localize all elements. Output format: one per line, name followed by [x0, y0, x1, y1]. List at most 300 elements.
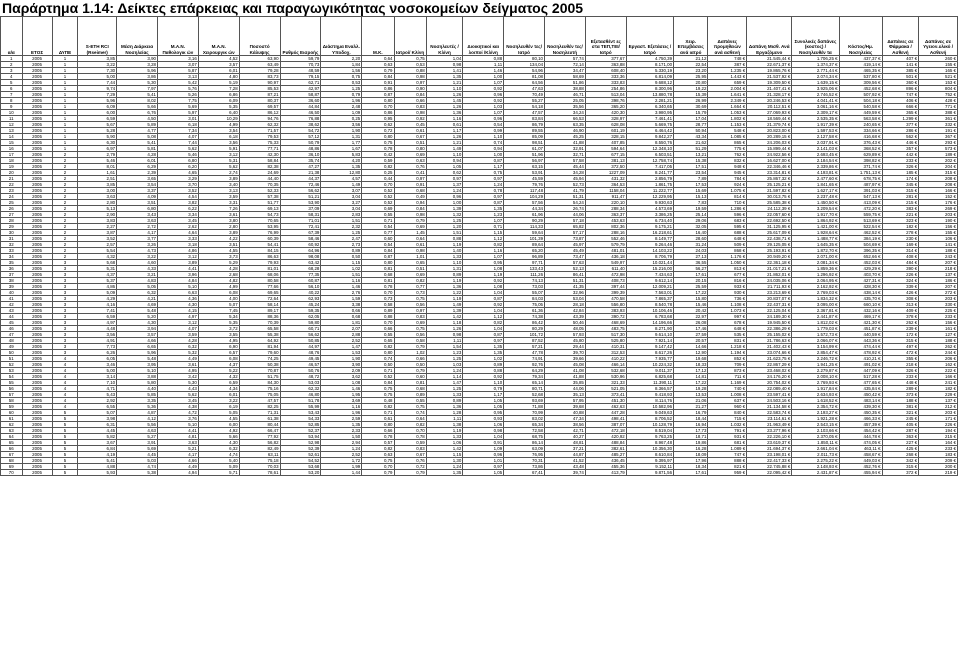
table-cell: 60	[1, 410, 23, 416]
table-cell: 4.193,81 €	[792, 170, 839, 176]
table-cell: 27,13	[674, 254, 708, 260]
table-cell: 3	[52, 278, 78, 284]
table-cell: 64,92	[239, 338, 280, 344]
table-cell: 9	[1, 104, 23, 110]
table-cell: 15,79	[674, 110, 708, 116]
table-cell: 25,59	[674, 284, 708, 290]
table-cell: 25.125,21 €	[747, 182, 792, 188]
table-cell: 5,97	[157, 110, 198, 116]
table-cell: 3,88	[117, 374, 158, 380]
table-cell: 59,64	[504, 230, 545, 236]
table-cell: 804 €	[919, 86, 958, 92]
table-cell: 0,67	[394, 452, 426, 458]
column-header: Χειρ. Επεμβάσεις ανά ιατρό	[674, 17, 708, 56]
table-cell: 56,82	[239, 440, 280, 446]
table-cell: 408 €	[882, 254, 919, 260]
table-cell: 666 €	[882, 104, 919, 110]
table-cell: 5,34	[198, 314, 239, 320]
table-cell: 54,73	[239, 212, 280, 218]
table-cell: 2.184,54 €	[792, 158, 839, 164]
table-cell: 1,19	[426, 428, 463, 434]
table-cell: 37,21	[545, 446, 586, 452]
table-cell: 3,07	[157, 62, 198, 68]
table-cell: 0,92	[394, 116, 426, 122]
table-cell: 0,52	[362, 188, 394, 194]
table-cell: 48	[1, 338, 23, 344]
table-cell: 254,86	[585, 86, 626, 92]
table-cell: 4,12	[117, 416, 158, 422]
table-cell: 5	[52, 458, 78, 464]
table-cell: 0,79	[394, 368, 426, 374]
table-cell: 1,35	[463, 350, 504, 356]
table-cell: 46,57	[280, 362, 321, 368]
table-cell: 64,56	[504, 80, 545, 86]
table-cell: 1,56	[321, 68, 362, 74]
table-cell: 383 €	[882, 206, 919, 212]
table-cell: 5,35	[198, 104, 239, 110]
table-cell: 15,38	[674, 158, 708, 164]
table-cell: 315 €	[882, 338, 919, 344]
table-cell: 396,35 €	[839, 248, 882, 254]
table-cell: 65,14	[504, 380, 545, 386]
table-cell: 12,80	[321, 170, 362, 176]
table-cell: 22.417,33 €	[747, 458, 792, 464]
table-cell: 1,17	[463, 164, 504, 170]
table-cell: 5,30	[157, 380, 198, 386]
table-cell: 384,19 €	[839, 236, 882, 242]
table-cell: 0,75	[362, 386, 394, 392]
table-cell: 3,89	[157, 260, 198, 266]
table-cell: 70	[1, 470, 23, 476]
table-cell: 1,49	[321, 182, 362, 188]
table-cell: 0,64	[394, 236, 426, 242]
table-cell: 74,25	[239, 356, 280, 362]
table-cell: 50	[1, 350, 23, 356]
column-header: Κόστος/Ημ. Νοσηλείας	[839, 17, 882, 56]
table-cell: 3,16	[157, 56, 198, 62]
table-cell: 410,22	[585, 356, 626, 362]
table-cell: 2005	[22, 218, 52, 224]
table-cell: 0,68	[394, 386, 426, 392]
table-cell: 0,91	[362, 80, 394, 86]
table-cell: 67,39	[280, 230, 321, 236]
table-cell: 7,89	[674, 176, 708, 182]
table-cell: 8.114,76	[626, 398, 673, 404]
table-cell: 21,27	[674, 404, 708, 410]
table-cell: 0,53	[394, 62, 426, 68]
table-cell: 472,98	[585, 272, 626, 278]
table-cell: 314 €	[882, 248, 919, 254]
table-cell: 1,30	[426, 458, 463, 464]
table-cell: 1,15	[321, 260, 362, 266]
table-cell: 61,96	[504, 212, 545, 218]
table-cell: 2005	[22, 56, 52, 62]
table-cell: 1,51	[426, 230, 463, 236]
table-cell: 2.370,05 €	[792, 434, 839, 440]
table-cell: 58,87	[280, 92, 321, 98]
table-cell: 1,28	[426, 410, 463, 416]
table-cell: 87,21	[239, 92, 280, 98]
table-cell: 23.597,41 €	[747, 392, 792, 398]
table-cell: 4,45	[78, 428, 117, 434]
table-cell: 0,70	[394, 428, 426, 434]
table-cell: 60,39	[239, 236, 280, 242]
table-cell: 1,35	[321, 164, 362, 170]
table-cell: 220,10	[585, 200, 626, 206]
table-cell: 77,35	[280, 272, 321, 278]
table-cell: 1,04	[463, 290, 504, 296]
table-cell: 24.503,16 €	[747, 398, 792, 404]
table-cell: 101,72	[504, 332, 545, 338]
table-cell: 12.009,21	[626, 284, 673, 290]
table-cell: 2005	[22, 176, 52, 182]
table-cell: 2,20	[321, 56, 362, 62]
table-cell: 3,65	[117, 176, 158, 182]
table-cell: 4	[52, 380, 78, 386]
table-cell: 8.149,77	[626, 236, 673, 242]
table-cell: 7.461,41	[626, 116, 673, 122]
table-cell: 23.468,02 €	[747, 368, 792, 374]
table-cell: 207 €	[919, 284, 958, 290]
table-cell: 71,57	[239, 128, 280, 134]
table-cell: 41	[1, 296, 23, 302]
table-cell: 1,19	[463, 272, 504, 278]
table-cell: 2.162,92 €	[792, 284, 839, 290]
table-cell: 5,43	[78, 392, 117, 398]
table-cell: 62,32	[280, 386, 321, 392]
table-cell: 80,29	[504, 326, 545, 332]
table-cell: 2	[52, 254, 78, 260]
table-cell: 0,67	[394, 134, 426, 140]
table-cell: 802,36	[585, 224, 626, 230]
table-cell: 1,05	[463, 398, 504, 404]
table-cell: 0,66	[394, 98, 426, 104]
table-cell: 8.967,48	[626, 440, 673, 446]
table-cell: 2.064,95 €	[792, 278, 839, 284]
table-cell: 0,63	[394, 158, 426, 164]
table-cell: 8.519,04	[626, 428, 673, 434]
table-cell: 26,99	[674, 98, 708, 104]
table-cell: 2.309,17 €	[792, 110, 839, 116]
table-cell: 747 €	[708, 452, 747, 458]
table-cell: 6,18	[157, 122, 198, 128]
table-cell: 5,00	[78, 368, 117, 374]
table-cell: 6.503,51	[626, 152, 673, 158]
table-cell: 2005	[22, 464, 52, 470]
table-cell: 2005	[22, 188, 52, 194]
table-cell: 38,62	[280, 122, 321, 128]
table-cell: 0,62	[426, 170, 463, 176]
table-cell: 2,83	[321, 212, 362, 218]
table-cell: 504,18 €	[839, 98, 882, 104]
table-cell: 188 €	[919, 248, 958, 254]
table-cell: 452,68 €	[839, 86, 882, 92]
table-cell: 5,09	[198, 464, 239, 470]
table-cell: 23,20	[674, 68, 708, 74]
table-cell: 50,85	[280, 338, 321, 344]
table-cell: 1,36	[426, 110, 463, 116]
table-cell: 0,82	[394, 422, 426, 428]
table-cell: 1,49	[426, 302, 463, 308]
table-cell: 4,30	[157, 302, 198, 308]
table-cell: 2.127,58 €	[792, 134, 839, 140]
table-cell: 1,39	[426, 206, 463, 212]
table-cell: 21.328,17 €	[747, 92, 792, 98]
table-cell: 458,67 €	[839, 452, 882, 458]
table-cell: 1,51	[321, 272, 362, 278]
table-cell: 1,25	[321, 230, 362, 236]
table-cell: 5,07	[78, 410, 117, 416]
table-cell: 0,99	[463, 128, 504, 134]
table-cell: 74,38	[504, 314, 545, 320]
table-cell: 334,66 €	[839, 128, 882, 134]
table-cell: 17,51	[674, 164, 708, 170]
table-cell: 54	[1, 374, 23, 380]
column-header: Νοσηλευτές /Κλίνη	[426, 17, 463, 56]
table-cell: 19,22	[674, 86, 708, 92]
table-cell: 1	[52, 116, 78, 122]
table-cell: 35,56	[545, 104, 586, 110]
table-cell: 1.921,28 €	[792, 416, 839, 422]
table-cell: 221 €	[882, 212, 919, 218]
table-cell: 43,48	[545, 464, 586, 470]
table-cell: 44	[1, 314, 23, 320]
table-cell: 0,88	[394, 68, 426, 74]
table-cell: 84,30	[239, 380, 280, 386]
table-cell: 1.050 €	[708, 260, 747, 266]
table-cell: 3,37	[117, 188, 158, 194]
table-cell: 206 €	[919, 356, 958, 362]
table-cell: 556,80	[585, 302, 626, 308]
table-cell: 6,84	[78, 446, 117, 452]
table-cell: 0,97	[394, 80, 426, 86]
table-cell: 92,76	[504, 362, 545, 368]
table-cell: 27.069,93 €	[747, 110, 792, 116]
table-cell: 960 €	[708, 404, 747, 410]
table-cell: 5,96	[78, 98, 117, 104]
column-header: Διάστημα Εναλλ. Υποδοχ.	[321, 17, 362, 56]
table-cell: 0,81	[394, 380, 426, 386]
table-cell: 21,06	[674, 398, 708, 404]
table-cell: 7,41	[78, 308, 117, 314]
table-cell: 4,38	[157, 404, 198, 410]
table-cell: 202 €	[919, 158, 958, 164]
table-cell: 203 €	[919, 410, 958, 416]
table-cell: 7	[1, 92, 23, 98]
table-cell: 2.237,48 €	[792, 194, 839, 200]
table-cell: 4,21	[117, 296, 158, 302]
table-cell: 407 €	[882, 56, 919, 62]
table-cell: 52,37	[280, 428, 321, 434]
table-cell: 0,50	[394, 362, 426, 368]
table-cell: 1,14	[426, 374, 463, 380]
table-cell: 9.612,14	[626, 278, 673, 284]
table-cell: 9.842,27	[626, 134, 673, 140]
table-cell: 2	[52, 248, 78, 254]
table-cell: 2005	[22, 284, 52, 290]
table-cell: 5	[52, 428, 78, 434]
table-cell: 34,47	[545, 68, 586, 74]
table-cell: 0,94	[426, 158, 463, 164]
table-cell: 35,85	[545, 380, 586, 386]
table-cell: 2005	[22, 320, 52, 326]
table-cell: 75,05	[239, 392, 280, 398]
table-cell: 5,41	[117, 140, 158, 146]
table-cell: 11	[1, 116, 23, 122]
table-cell: 21.862,01 €	[747, 272, 792, 278]
table-cell: 63,09	[504, 446, 545, 452]
table-cell: 382,61	[585, 446, 626, 452]
table-cell: 60,92	[280, 242, 321, 248]
table-cell: 1,07	[463, 218, 504, 224]
table-cell: 3.980,95	[626, 110, 673, 116]
table-cell: 2	[52, 188, 78, 194]
table-cell: 58,84	[239, 158, 280, 164]
table-cell: 1,46	[321, 386, 362, 392]
table-cell: 3,51	[117, 200, 158, 206]
table-cell: 2.071,00 €	[792, 254, 839, 260]
table-cell: 52,73	[545, 182, 586, 188]
table-cell: 1,06	[463, 422, 504, 428]
table-cell: 1,08	[321, 380, 362, 386]
table-cell: 373 €	[882, 392, 919, 398]
table-cell: 35,74	[280, 158, 321, 164]
table-cell: 2005	[22, 110, 52, 116]
table-cell: 53,04	[545, 296, 586, 302]
table-cell: 521,05	[585, 386, 626, 392]
table-cell: 66,47	[239, 428, 280, 434]
table-cell: 361 €	[919, 116, 958, 122]
table-cell: 0,83	[394, 446, 426, 452]
table-cell: 472,20 €	[839, 206, 882, 212]
table-cell: 3,90	[117, 56, 158, 62]
table-cell: 3,91	[117, 440, 158, 446]
table-cell: 1.779,03 €	[792, 326, 839, 332]
table-cell: 59	[1, 404, 23, 410]
table-cell: 2005	[22, 452, 52, 458]
table-cell: 1	[52, 104, 78, 110]
table-cell: 5,22	[198, 368, 239, 374]
table-cell: 1.296,92 €	[792, 272, 839, 278]
table-cell: 4	[52, 392, 78, 398]
table-cell: 0,68	[362, 272, 394, 278]
table-cell: 1,26	[426, 326, 463, 332]
table-cell: 59,80	[280, 320, 321, 326]
table-cell: 0,64	[394, 416, 426, 422]
table-cell: 22.346,46 €	[747, 164, 792, 170]
table-cell: 752 €	[919, 92, 958, 98]
table-cell: 5,05	[198, 410, 239, 416]
table-cell: 16.218,61	[626, 230, 673, 236]
table-cell: 52	[1, 362, 23, 368]
table-cell: 3,62	[321, 374, 362, 380]
table-cell: 2.441,87 €	[792, 314, 839, 320]
table-cell: 377,67	[585, 56, 626, 62]
table-cell: 2005	[22, 368, 52, 374]
table-cell: 23.314,81 €	[747, 170, 792, 176]
table-cell: 3,86	[117, 74, 158, 80]
table-cell: 3	[52, 350, 78, 356]
table-cell: 0,78	[362, 284, 394, 290]
table-cell: 230 €	[882, 236, 919, 242]
table-cell: 6,80	[157, 158, 198, 164]
table-cell: 293 €	[919, 140, 958, 146]
table-cell: 42,30	[239, 152, 280, 158]
table-cell: 21	[1, 176, 23, 182]
table-cell: 2	[52, 236, 78, 242]
table-cell: 2005	[22, 98, 52, 104]
table-cell: 3,13	[157, 74, 198, 80]
table-cell: 2	[52, 206, 78, 212]
table-cell: 0,78	[362, 434, 394, 440]
table-cell: 0,61	[394, 128, 426, 134]
table-cell: 73,47	[545, 254, 586, 260]
table-cell: 3,12	[157, 254, 198, 260]
table-cell: 34,24	[545, 110, 586, 116]
table-cell: 29,06	[674, 218, 708, 224]
table-cell: 0,98	[463, 428, 504, 434]
table-cell: 7,73	[78, 344, 117, 350]
table-cell: 0,59	[394, 440, 426, 446]
table-cell: 24.176,20 €	[747, 374, 792, 380]
table-cell: 86,41	[545, 272, 586, 278]
table-cell: 2.275,22 €	[792, 458, 839, 464]
table-cell: 42	[1, 302, 23, 308]
table-cell: 5.330,19	[626, 68, 673, 74]
table-cell: 0,82	[463, 320, 504, 326]
table-cell: 595 €	[708, 224, 747, 230]
table-cell: 51,96	[504, 152, 545, 158]
table-cell: 21.694,37 €	[747, 446, 792, 452]
table-cell: 945 €	[708, 170, 747, 176]
table-cell: 85,53	[239, 86, 280, 92]
table-cell: 6,97	[78, 146, 117, 152]
table-cell: 3,56	[78, 332, 117, 338]
table-cell: 86,14	[504, 440, 545, 446]
table-cell: 1,47	[426, 380, 463, 386]
table-cell: 4,73	[117, 248, 158, 254]
table-cell: 5,76	[157, 86, 198, 92]
table-cell: 4,41	[157, 266, 198, 272]
table-cell: 2,07	[321, 326, 362, 332]
table-cell: 0,69	[394, 272, 426, 278]
table-cell: 398,82 €	[839, 158, 882, 164]
table-cell: 5,66	[117, 104, 158, 110]
table-cell: 80,71	[504, 386, 545, 392]
table-cell: 137 €	[919, 398, 958, 404]
table-cell: 70,99	[504, 410, 545, 416]
table-cell: 208 €	[919, 182, 958, 188]
table-cell: 188 €	[919, 338, 958, 344]
table-cell: 409 €	[882, 308, 919, 314]
table-cell: 75,16	[239, 386, 280, 392]
table-cell: 41,79	[545, 188, 586, 194]
table-cell: 896 €	[882, 86, 919, 92]
table-cell: 501 €	[882, 74, 919, 80]
table-cell: 51	[1, 356, 23, 362]
table-cell: 203 €	[919, 212, 958, 218]
table-cell: 873 €	[708, 368, 747, 374]
table-cell: 387 €	[708, 62, 747, 68]
table-cell: 7,30	[78, 68, 117, 74]
table-cell: 3,33	[157, 236, 198, 242]
table-cell: 25.193,91 €	[747, 248, 792, 254]
table-cell: 63	[1, 428, 23, 434]
table-cell: 450,42 €	[839, 392, 882, 398]
table-cell: 79,93	[239, 260, 280, 266]
table-cell: 6,08	[198, 290, 239, 296]
table-cell: 4,37	[78, 272, 117, 278]
